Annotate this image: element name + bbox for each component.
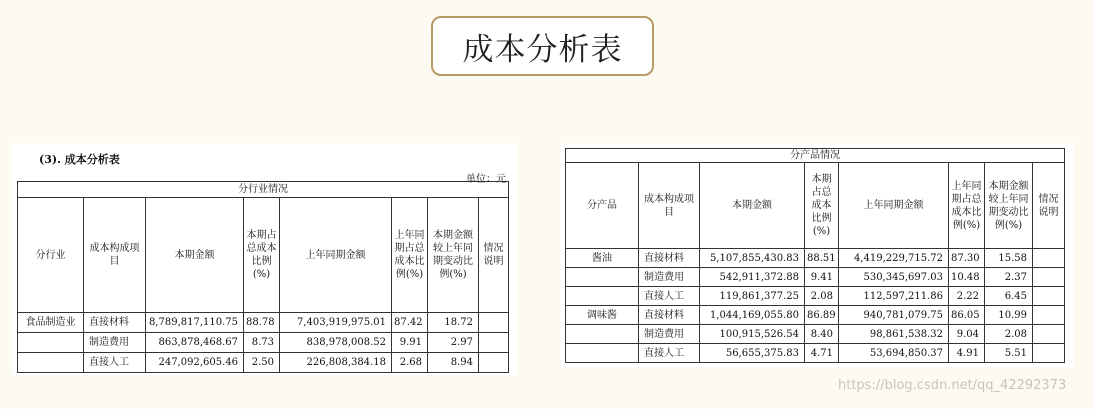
- cell-product: 酱油: [566, 249, 639, 268]
- cell-amount: 56,655,375.83: [700, 344, 805, 363]
- product-cost-table: [565, 148, 1065, 363]
- industry-cost-table: [17, 181, 509, 373]
- cell-product: [566, 287, 639, 306]
- cell-last-amount: 838,978,008.52: [280, 333, 392, 353]
- cell-note: [1033, 287, 1065, 306]
- cell-pct: 88.51: [805, 249, 839, 268]
- table-row: [18, 313, 509, 333]
- table-row: [566, 249, 1065, 268]
- cell-last-amount: 112,597,211.86: [839, 287, 949, 306]
- cell-pct: 8.73: [244, 333, 280, 353]
- cell-last-pct: 87.30: [949, 249, 985, 268]
- group-header: 分行业情况: [18, 182, 509, 198]
- cell-product: [566, 344, 639, 363]
- header-last-pct: 上年同期占总成本比例(%): [949, 163, 985, 249]
- header-product: 分产品: [566, 163, 639, 249]
- header-last-pct: 上年同期占总成本比例(%): [392, 198, 428, 313]
- cell-amount: 247,092,605.46: [146, 353, 244, 373]
- cell-industry: 食品制造业: [18, 313, 84, 333]
- cell-pct: 86.89: [805, 306, 839, 325]
- cell-note: [1033, 344, 1065, 363]
- cell-pct: 2.08: [805, 287, 839, 306]
- table-row: [566, 325, 1065, 344]
- cell-last-amount: 4,419,229,715.72: [839, 249, 949, 268]
- cell-change: 2.97: [428, 333, 479, 353]
- cell-change: 18.72: [428, 313, 479, 333]
- cell-last-pct: 9.91: [392, 333, 428, 353]
- cell-last-amount: 7,403,919,975.01: [280, 313, 392, 333]
- product-cost-panel: [561, 143, 1074, 367]
- cell-last-pct: 9.04: [949, 325, 985, 344]
- header-last-amount: 上年同期金额: [280, 198, 392, 313]
- cell-item: 制造费用: [639, 268, 700, 287]
- cell-change: 6.45: [985, 287, 1033, 306]
- cell-pct: 2.50: [244, 353, 280, 373]
- cell-pct: 8.40: [805, 325, 839, 344]
- cell-last-pct: 10.48: [949, 268, 985, 287]
- slide-title: 成本分析表: [431, 16, 654, 76]
- cell-note: [479, 353, 509, 373]
- cell-note: [479, 313, 509, 333]
- table-row: [566, 344, 1065, 363]
- cell-note: [1033, 249, 1065, 268]
- cell-product: 调味酱: [566, 306, 639, 325]
- cell-last-amount: 53,694,850.37: [839, 344, 949, 363]
- cell-change: 15.58: [985, 249, 1033, 268]
- header-note: 情况说明: [1033, 163, 1065, 249]
- header-pct: 本期占总成本比例(%): [244, 198, 280, 313]
- header-change: 本期金额较上年同期变动比例(%): [428, 198, 479, 313]
- header-cost-item: 成本构成项目: [639, 163, 700, 249]
- cell-last-amount: 226,808,384.18: [280, 353, 392, 373]
- header-pct: 本期占总成本比例(%): [805, 163, 839, 249]
- header-note: 情况说明: [479, 198, 509, 313]
- industry-cost-panel: [12, 143, 518, 375]
- cell-change: 10.99: [985, 306, 1033, 325]
- header-industry: 分行业: [18, 198, 84, 313]
- cell-last-pct: 86.05: [949, 306, 985, 325]
- cell-item: 制造费用: [84, 333, 146, 353]
- unit-label: 单位：元: [466, 174, 506, 185]
- cell-last-amount: 530,345,697.03: [839, 268, 949, 287]
- table-row: [566, 287, 1065, 306]
- cell-note: [1033, 268, 1065, 287]
- cell-pct: 88.78: [244, 313, 280, 333]
- cell-last-pct: 87.42: [392, 313, 428, 333]
- header-change: 本期金额较上年同期变动比例(%): [985, 163, 1033, 249]
- cell-pct: 9.41: [805, 268, 839, 287]
- cell-item: 直接人工: [639, 344, 700, 363]
- cell-change: 5.51: [985, 344, 1033, 363]
- cell-last-pct: 2.68: [392, 353, 428, 373]
- cell-industry: [18, 333, 84, 353]
- cell-amount: 100,915,526.54: [700, 325, 805, 344]
- cell-product: [566, 325, 639, 344]
- cell-last-pct: 2.22: [949, 287, 985, 306]
- cell-amount: 119,861,377.25: [700, 287, 805, 306]
- cell-item: 制造费用: [639, 325, 700, 344]
- cell-last-pct: 4.91: [949, 344, 985, 363]
- header-last-amount: 上年同期金额: [839, 163, 949, 249]
- cell-item: 直接材料: [84, 313, 146, 333]
- cell-change: 2.08: [985, 325, 1033, 344]
- cell-product: [566, 268, 639, 287]
- cell-change: 2.37: [985, 268, 1033, 287]
- cell-item: 直接材料: [639, 249, 700, 268]
- cell-last-amount: 940,781,079.75: [839, 306, 949, 325]
- cell-amount: 542,911,372.88: [700, 268, 805, 287]
- cell-amount: 1,044,169,055.80: [700, 306, 805, 325]
- cell-change: 8.94: [428, 353, 479, 373]
- cell-note: [1033, 325, 1065, 344]
- table-row: [566, 268, 1065, 287]
- watermark: https://blog.csdn.net/qq_42292373: [838, 378, 1067, 393]
- group-header: 分产品情况: [566, 149, 1065, 163]
- cell-item: 直接材料: [639, 306, 700, 325]
- cell-note: [1033, 306, 1065, 325]
- section-title: (3). 成本分析表: [39, 153, 120, 166]
- cell-pct: 4.71: [805, 344, 839, 363]
- cell-amount: 5,107,855,430.83: [700, 249, 805, 268]
- cell-note: [479, 333, 509, 353]
- cell-industry: [18, 353, 84, 373]
- table-row: [18, 333, 509, 353]
- header-amount: 本期金额: [146, 198, 244, 313]
- header-cost-item: 成本构成项目: [84, 198, 146, 313]
- table-row: [18, 353, 509, 373]
- cell-item: 直接人工: [639, 287, 700, 306]
- cell-amount: 8,789,817,110.75: [146, 313, 244, 333]
- header-amount: 本期金额: [700, 163, 805, 249]
- cell-amount: 863,878,468.67: [146, 333, 244, 353]
- cell-last-amount: 98,861,538.32: [839, 325, 949, 344]
- cell-item: 直接人工: [84, 353, 146, 373]
- table-row: [566, 306, 1065, 325]
